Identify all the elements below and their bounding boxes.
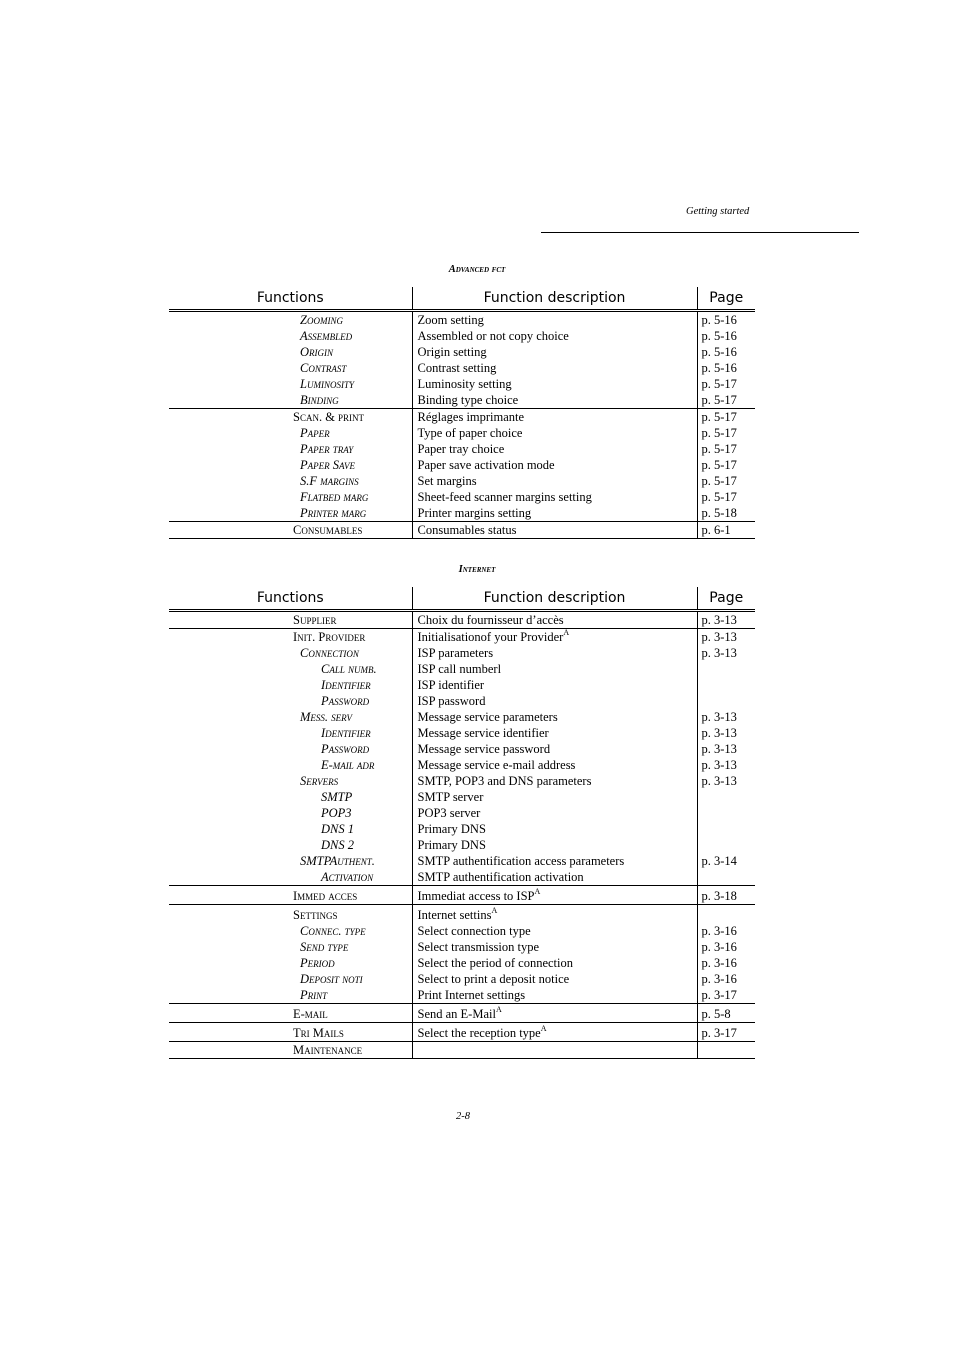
description-text: Message service identifier (417, 726, 549, 740)
description-text: Primary DNS (417, 822, 486, 836)
table-header-row (169, 287, 755, 311)
page-reference: p. 5-17 (697, 489, 755, 505)
page-reference: p. 3-13 (697, 773, 755, 789)
description-text: Select connection type (417, 924, 531, 938)
function-description (412, 971, 697, 987)
function-description (412, 709, 697, 725)
table-row (169, 971, 755, 987)
page-reference: p. 3-13 (697, 645, 755, 661)
col-header-description: Function description (412, 587, 697, 611)
function-name: S.F margins (300, 474, 359, 488)
function-name: Settings (169, 905, 412, 924)
function-description (412, 869, 697, 886)
function-description (412, 409, 697, 426)
table-row (169, 805, 755, 821)
function-description (412, 392, 697, 409)
col-header-page: Page (697, 287, 755, 311)
function-name: Maintenance (169, 1042, 412, 1059)
table-row (169, 821, 755, 837)
function-description (412, 344, 697, 360)
table-row (169, 837, 755, 853)
function-description (412, 376, 697, 392)
table-row (169, 1004, 755, 1023)
function-description (412, 725, 697, 741)
page-reference: p. 3-13 (697, 629, 755, 646)
table-row (169, 409, 755, 426)
function-name: Connec. type (300, 924, 366, 938)
advanced-fct-table (169, 287, 755, 539)
table-row (169, 1023, 755, 1042)
table-row (169, 311, 755, 329)
function-name: Zooming (300, 313, 343, 327)
page-reference: p. 5-17 (697, 376, 755, 392)
page-reference: p. 3-16 (697, 971, 755, 987)
description-text: Sheet-feed scanner margins setting (417, 490, 592, 504)
function-name: Identifier (321, 726, 371, 740)
page-reference: p. 3-16 (697, 955, 755, 971)
table-row (169, 886, 755, 905)
function-description (412, 821, 697, 837)
function-description (412, 441, 697, 457)
description-text: Paper save activation mode (417, 458, 555, 472)
table-row (169, 853, 755, 869)
page-reference: p. 3-16 (697, 923, 755, 939)
table-row (169, 955, 755, 971)
function-name: Call numb. (321, 662, 377, 676)
description-text: Type of paper choice (417, 426, 523, 440)
page-reference: p. 5-16 (697, 311, 755, 329)
function-description (412, 629, 697, 646)
description-text: Réglages imprimante (417, 410, 525, 424)
col-header-functions: Functions (169, 287, 412, 311)
function-name: Printer marg (300, 506, 367, 520)
description-text: Primary DNS (417, 838, 486, 852)
function-description (412, 1023, 697, 1042)
page-reference (697, 837, 755, 853)
description-text: Message service parameters (417, 710, 558, 724)
function-name: Scan. & print (169, 409, 412, 426)
function-name: Print (300, 988, 328, 1002)
function-description (412, 425, 697, 441)
function-name: Flatbed marg (300, 490, 369, 504)
function-description (412, 886, 697, 905)
description-text: Message service e-mail address (417, 758, 576, 772)
description-text: Select the period of connection (417, 956, 573, 970)
section-title-internet: Internet (458, 564, 496, 575)
table-row (169, 360, 755, 376)
page-reference: p. 5-16 (697, 344, 755, 360)
function-name: DNS 2 (321, 838, 354, 852)
function-name: SMTPAuthent. (300, 854, 375, 868)
table-row (169, 392, 755, 409)
function-description (412, 741, 697, 757)
description-text: Consumables status (417, 523, 517, 537)
table-row (169, 923, 755, 939)
function-description (412, 693, 697, 709)
page-reference: p. 5-16 (697, 360, 755, 376)
function-name: Deposit noti (300, 972, 363, 986)
function-name: DNS 1 (321, 822, 354, 836)
page-reference: p. 3-13 (697, 709, 755, 725)
page-reference (697, 789, 755, 805)
table-row (169, 489, 755, 505)
description-text: Message service password (417, 742, 551, 756)
table-row (169, 457, 755, 473)
description-text: Paper tray choice (417, 442, 505, 456)
description-text: Initialisationof your Provider (417, 630, 564, 644)
description-text: Luminosity setting (417, 377, 512, 391)
function-name: Paper tray (300, 442, 354, 456)
description-text: ISP call numberl (417, 662, 502, 676)
table-row (169, 1042, 755, 1059)
description-text: SMTP, POP3 and DNS parameters (417, 774, 592, 788)
page-reference (697, 661, 755, 677)
page-reference (697, 677, 755, 693)
function-name: Send type (300, 940, 349, 954)
page-reference (697, 805, 755, 821)
function-description (412, 987, 697, 1004)
function-description (412, 457, 697, 473)
footnote-marker: A (495, 1005, 502, 1014)
page-reference (697, 869, 755, 886)
table-row (169, 905, 755, 924)
col-header-functions: Functions (169, 587, 412, 611)
table-row (169, 773, 755, 789)
page-reference: p. 3-16 (697, 939, 755, 955)
page-reference (697, 905, 755, 924)
page-reference: p. 3-13 (697, 725, 755, 741)
page-reference: p. 5-17 (697, 392, 755, 409)
function-name: Servers (300, 774, 339, 788)
function-name: Contrast (300, 361, 347, 375)
page-reference (697, 693, 755, 709)
function-description (412, 522, 697, 539)
table-row (169, 376, 755, 392)
function-description (412, 757, 697, 773)
function-name: Password (321, 742, 370, 756)
page-number: 2-8 (456, 1111, 470, 1122)
function-description (412, 661, 697, 677)
function-name: Paper (300, 426, 330, 440)
function-name: POP3 (321, 806, 352, 820)
section-title-advanced-fct: Advanced fct (448, 264, 506, 275)
table-row (169, 939, 755, 955)
page-reference: p. 5-18 (697, 505, 755, 522)
table-row (169, 473, 755, 489)
page-reference: p. 5-17 (697, 441, 755, 457)
description-text: Contrast setting (417, 361, 497, 375)
internet-table (169, 587, 755, 1059)
page-reference: p. 5-17 (697, 425, 755, 441)
footnote-marker: A (491, 906, 498, 915)
function-description (412, 360, 697, 376)
page-reference: p. 3-13 (697, 611, 755, 629)
function-name: Assembled (300, 329, 353, 343)
table-row (169, 611, 755, 629)
description-text: Printer margins setting (417, 506, 532, 520)
function-description (412, 773, 697, 789)
col-header-page: Page (697, 587, 755, 611)
table-row (169, 425, 755, 441)
table-row (169, 629, 755, 646)
table-row (169, 441, 755, 457)
function-description (412, 1004, 697, 1023)
description-text: Print Internet settings (417, 988, 526, 1002)
function-description (412, 489, 697, 505)
description-text: Immediat access to ISP (417, 889, 535, 903)
description-text: Select the reception type (417, 1026, 541, 1040)
page-reference (697, 821, 755, 837)
description-text: Set margins (417, 474, 477, 488)
table-row (169, 328, 755, 344)
function-name: E-mail (169, 1004, 412, 1023)
table-row (169, 757, 755, 773)
footnote-marker: A (563, 628, 570, 637)
table-row (169, 725, 755, 741)
description-text: Zoom setting (417, 313, 484, 327)
table-row (169, 789, 755, 805)
description-text: SMTP authentification activation (417, 870, 584, 884)
function-description (412, 905, 697, 924)
function-description (412, 955, 697, 971)
function-name: Tri Mails (169, 1023, 412, 1042)
function-description (412, 1042, 697, 1059)
page-reference: p. 3-13 (697, 741, 755, 757)
function-description (412, 645, 697, 661)
function-description (412, 328, 697, 344)
function-name: SMTP (321, 790, 353, 804)
function-name: Activation (321, 870, 374, 884)
function-name: Password (321, 694, 370, 708)
function-name: Mess. serv (300, 710, 352, 724)
function-description (412, 805, 697, 821)
function-name: Binding (300, 393, 339, 407)
function-name: Origin (300, 345, 334, 359)
page-reference: p. 3-17 (697, 1023, 755, 1042)
function-name: Init. Provider (169, 629, 412, 646)
function-description (412, 311, 697, 329)
function-description (412, 611, 697, 629)
description-text: SMTP server (417, 790, 484, 804)
page-reference: p. 6-1 (697, 522, 755, 539)
page-reference (697, 1042, 755, 1059)
function-description (412, 939, 697, 955)
description-text: Origin setting (417, 345, 487, 359)
col-header-description: Function description (412, 287, 697, 311)
footnote-marker: A (534, 887, 541, 896)
page-reference: p. 5-16 (697, 328, 755, 344)
function-name: E-mail adr (321, 758, 375, 772)
table-row (169, 344, 755, 360)
description-text: Choix du fournisseur d’accès (417, 613, 564, 627)
page-reference: p. 5-17 (697, 457, 755, 473)
page-reference: p. 5-17 (697, 473, 755, 489)
table-row (169, 693, 755, 709)
function-name: Immed acces (169, 886, 412, 905)
table-row (169, 661, 755, 677)
description-text: ISP identifier (417, 678, 485, 692)
function-description (412, 853, 697, 869)
function-name: Identifier (321, 678, 371, 692)
description-text: Assembled or not copy choice (417, 329, 569, 343)
description-text: ISP password (417, 694, 486, 708)
function-name: Paper Save (300, 458, 356, 472)
function-description (412, 837, 697, 853)
page-reference: p. 3-14 (697, 853, 755, 869)
function-name: Supplier (293, 613, 337, 627)
function-description (412, 473, 697, 489)
function-name: Period (300, 956, 335, 970)
function-name: Connection (300, 646, 359, 660)
description-text: Binding type choice (417, 393, 519, 407)
table-row (169, 741, 755, 757)
page-reference: p. 3-18 (697, 886, 755, 905)
function-name: Consumables (169, 522, 412, 539)
table-row (169, 505, 755, 522)
description-text: SMTP authentification access parameters (417, 854, 625, 868)
function-description (412, 789, 697, 805)
table-row (169, 869, 755, 886)
table-row (169, 709, 755, 725)
table-header-row (169, 587, 755, 611)
footnote-marker: A (540, 1024, 547, 1033)
page-reference: p. 5-17 (697, 409, 755, 426)
header-rule (541, 232, 859, 233)
running-header: Getting started (686, 206, 750, 217)
function-description (412, 923, 697, 939)
description-text: ISP parameters (417, 646, 494, 660)
table-row (169, 522, 755, 539)
function-description (412, 505, 697, 522)
description-text: Internet settins (417, 908, 492, 922)
table-row (169, 677, 755, 693)
function-description (412, 677, 697, 693)
function-name: Luminosity (300, 377, 354, 391)
table-row (169, 987, 755, 1004)
description-text: Select to print a deposit notice (417, 972, 570, 986)
description-text: Select transmission type (417, 940, 540, 954)
page-reference: p. 3-17 (697, 987, 755, 1004)
description-text: POP3 server (417, 806, 481, 820)
page-reference: p. 3-13 (697, 757, 755, 773)
table-row (169, 645, 755, 661)
description-text: Send an E-Mail (417, 1007, 496, 1021)
page-reference: p. 5-8 (697, 1004, 755, 1023)
